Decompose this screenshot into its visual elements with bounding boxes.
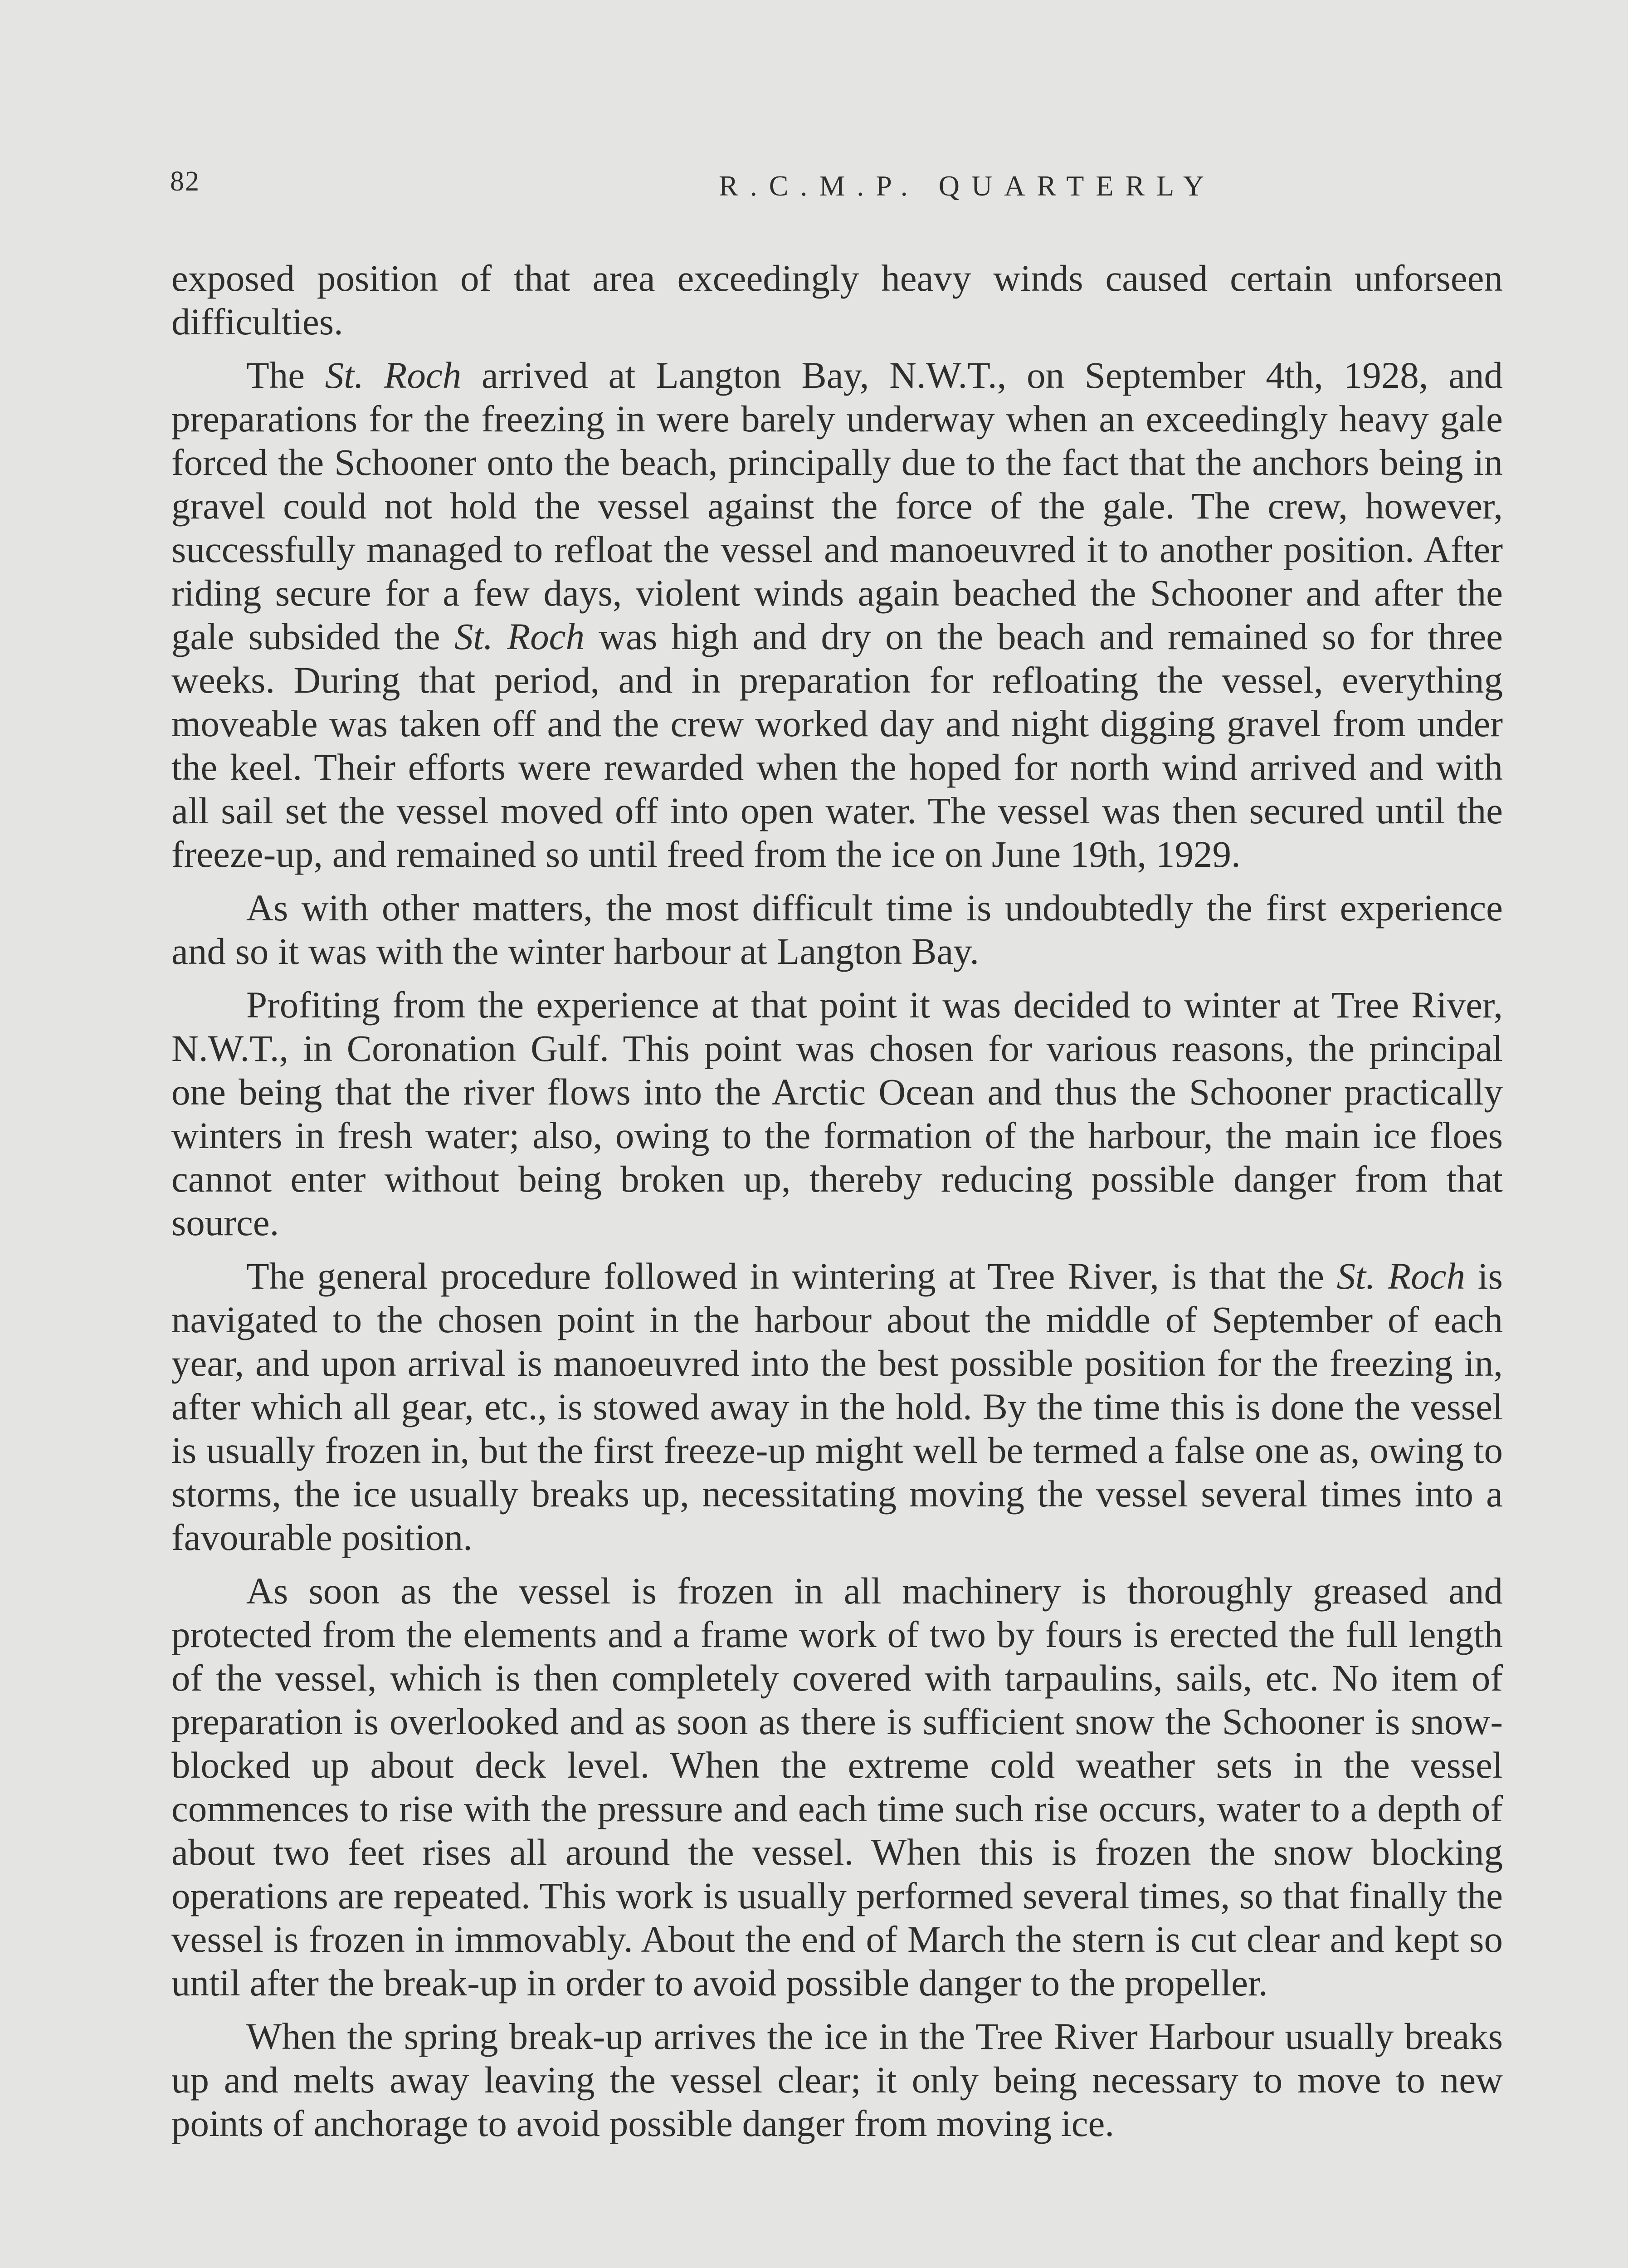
text-run: The general procedure followed in wintering at Tree River, is that the xyxy=(246,1255,1337,1297)
text-run: When the spring break-up arrives the ice in the Tree River Harbour usually breaks up and melts away leaving the vessel clear; it only being necessary to move to new points of anchorage to avoid possible danger from moving ice. xyxy=(171,2015,1503,2144)
text-run: exposed position of that area exceedingly heavy winds caused certain unforseen difficulties. xyxy=(171,257,1503,342)
ship-name: St. Roch xyxy=(1336,1255,1465,1297)
paragraph xyxy=(171,2014,1503,2145)
paragraph xyxy=(171,256,1503,343)
text-run: Profiting from the experience at that point it was decided to winter at Tree River, N.W.T., in Coronation Gulf. This point was chosen for various reasons, the principal one being that the river flows into the Arctic Ocean and thus the Schooner practically winters in fresh water; also, owing to the formation of the harbour, the main ice floes cannot enter without being broken up, thereby reducing possible danger from that source. xyxy=(171,984,1503,1243)
paragraph xyxy=(171,886,1503,973)
paragraph xyxy=(171,353,1503,876)
article-body xyxy=(171,256,1503,2155)
page-header xyxy=(170,161,1531,215)
paragraph xyxy=(171,1254,1503,1559)
paragraph xyxy=(171,1569,1503,2004)
ship-name: St. Roch xyxy=(325,354,462,396)
text-run: was high and dry on the beach and remained so for three weeks. During that period, and in preparation for refloating the vessel, everything moveable was taken off and the crew worked day and night digging gravel from under the keel. Their efforts were rewarded when the hoped for north wind arrived and with all sail set the vessel moved off into open water. The vessel was then secured until the freeze-up, and remained so until freed from the ice on June 19th, 1929. xyxy=(171,616,1503,875)
text-run: The xyxy=(246,354,325,396)
text-run: As soon as the vessel is frozen in all machinery is thoroughly greased and protected from the elements and a frame work of two by fours is erected the full length of the vessel, which is then completely covered with tarpaulins, sails, etc. No item of preparation is overlooked and as soon as there is sufficient snow the Schooner is snow-blocked up about deck level. When the extreme cold weather sets in the vessel commences to rise with the pressure and each time such rise occurs, water to a depth of about two feet rises all around the vessel. When this is frozen the snow blocking operations are repeated. This work is usually performed several times, so that finally the vessel is frozen in immovably. About the end of March the stern is cut clear and kept so until after the break-up in order to avoid possible danger to the propeller. xyxy=(171,1570,1503,2004)
text-run: As with other matters, the most difficult time is undoubtedly the first experience and so it was with the winter harbour at Langton Bay. xyxy=(171,887,1503,972)
ship-name: St. Roch xyxy=(454,616,585,657)
text-run: is navigated to the chosen point in the harbour about the middle of September of each year, and upon arrival is manoeuvred into the best possible position for the freezing in, after which all gear, etc., is stowed away in the hold. By the time this is done the vessel is usually frozen in, but the first freeze-up might well be termed a false one as, owing to storms, the ice usually breaks up, necessitating moving the vessel several times into a favourable position. xyxy=(171,1255,1503,1558)
text-run: arrived at Langton Bay, N.W.T., on September 4th, 1928, and preparations for the freezing in were barely underway when an exceedingly heavy gale forced the Schooner onto the beach, principally due to the fact that the anchors being in gravel could not hold the vessel against the force of the gale. The crew, however, successfully managed to refloat the vessel and manoeuvred it to another position. After riding secure for a few days, violent winds again beached the Schooner and after the gale subsided the xyxy=(171,354,1503,657)
page-number: 82 xyxy=(170,166,200,197)
paragraph xyxy=(171,983,1503,1244)
running-title: R.C.M.P. QUARTERLY xyxy=(719,170,1216,202)
